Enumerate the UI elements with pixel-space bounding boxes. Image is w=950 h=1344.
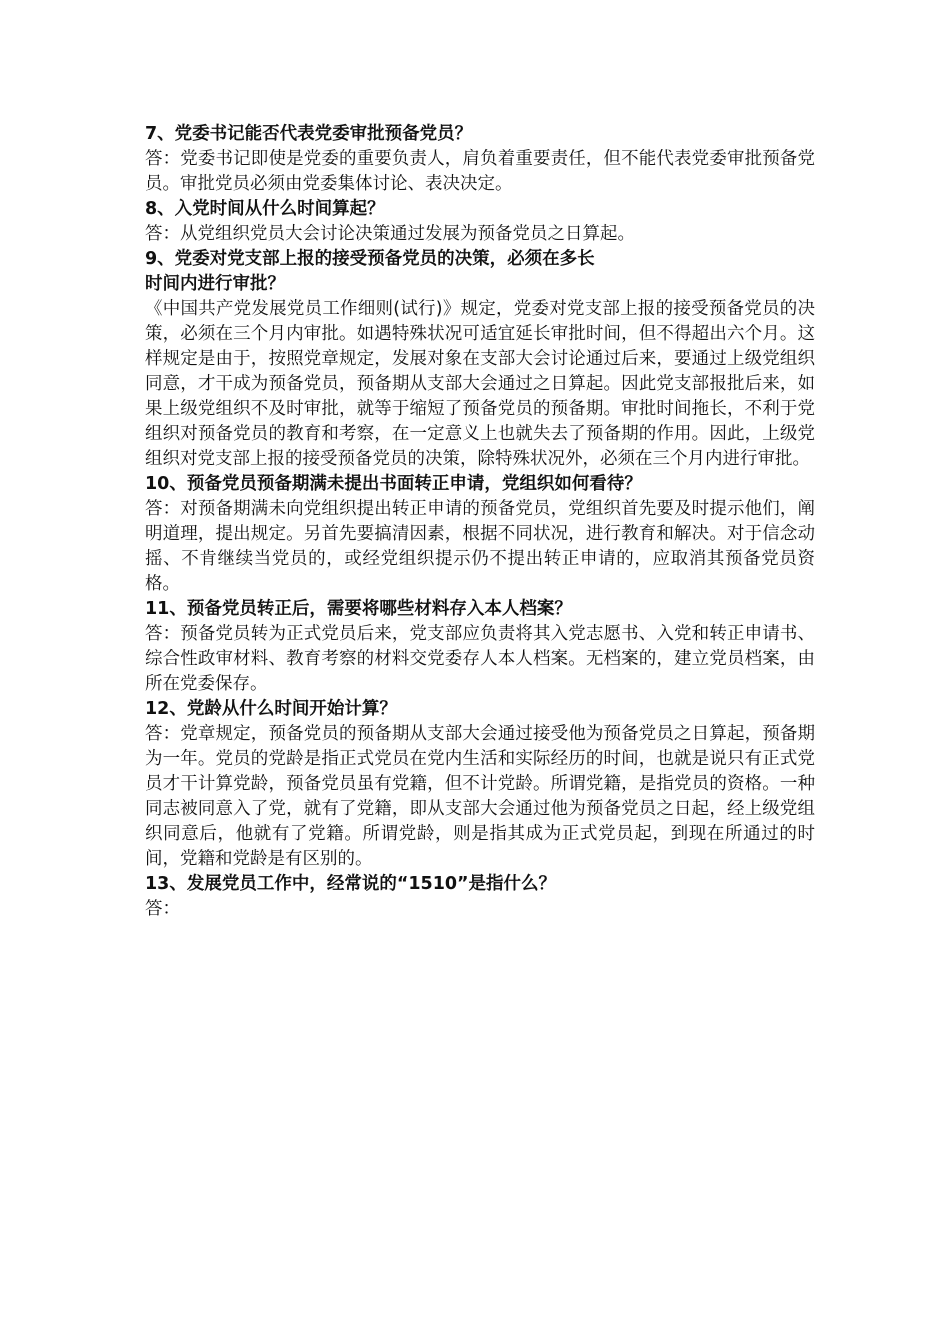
question-9-line1: 9、党委对党支部上报的接受预备党员的决策，必须在多长 bbox=[145, 249, 595, 269]
answer-8: 答：从党组织党员大会讨论决策通过发展为预备党员之日算起。 bbox=[145, 224, 635, 244]
document-body bbox=[145, 122, 815, 922]
answer-13: 答： bbox=[145, 899, 180, 919]
answer-9: 《中国共产党发展党员工作细则(试行)》规定，党委对党支部上报的接受预备党员的决策，必须在三个月内审批。如遇特殊状况可适宜延长审批时间，但不得超出六个月。这样规定是由于，按照党章规定，发展对象在支部大会讨论通过后来，要通过上级党组织同意，才干成为预备党员，预备期从支部大会通过之日算起。因此党支部报批后来，如果上级党组织不及时审批，就等于缩短了预备党员的预备期。审批时间拖长，不利于党组织对预备党员的教育和考察，在一定意义上也就失去了预备期的作用。因此，上级党组织对党支部上报的接受预备党员的决策，除特殊状况外，必须在三个月内进行审批。 bbox=[145, 299, 815, 469]
answer-10: 答：对预备期满未向党组织提出转正申请的预备党员，党组织首先要及时提示他们，阐明道理，提出规定。另首先要搞清因素，根据不同状况，进行教育和解决。对于信念动摇、不肯继续当党员的，或经党组织提示仍不提出转正申请的，应取消其预备党员资格。 bbox=[145, 499, 815, 594]
answer-7: 答：党委书记即使是党委的重要负责人，肩负着重要责任，但不能代表党委审批预备党员。审批党员必须由党委集体讨论、表决决定。 bbox=[145, 149, 815, 194]
question-9-line2: 时间内进行审批？ bbox=[145, 274, 285, 294]
question-13: 13、发展党员工作中，经常说的“1510”是指什么？ bbox=[145, 874, 557, 894]
answer-12: 答：党章规定，预备党员的预备期从支部大会通过接受他为预备党员之日算起，预备期为一年。党员的党龄是指正式党员在党内生活和实际经历的时间，也就是说只有正式党员才干计算党龄，预备党员虽有党籍，但不计党龄。所谓党籍，是指党员的资格。一种同志被同意入了党，就有了党籍，即从支部大会通过他为预备党员之日起，经上级党组织同意后，他就有了党籍。所谓党龄，则是指其成为正式党员起，到现在所通过的时间，党籍和党龄是有区别的。 bbox=[145, 724, 815, 869]
question-11: 11、预备党员转正后，需要将哪些材料存入本人档案？ bbox=[145, 599, 572, 619]
question-8: 8、入党时间从什么时间算起？ bbox=[145, 199, 385, 219]
question-7: 7、党委书记能否代表党委审批预备党员？ bbox=[145, 124, 473, 144]
question-10: 10、预备党员预备期满未提出书面转正申请，党组织如何看待？ bbox=[145, 474, 642, 494]
question-12: 12、党龄从什么时间开始计算？ bbox=[145, 699, 397, 719]
answer-11: 答：预备党员转为正式党员后来，党支部应负责将其入党志愿书、入党和转正申请书、综合性政审材料、教育考察的材料交党委存人本人档案。无档案的，建立党员档案，由所在党委保存。 bbox=[145, 624, 815, 694]
